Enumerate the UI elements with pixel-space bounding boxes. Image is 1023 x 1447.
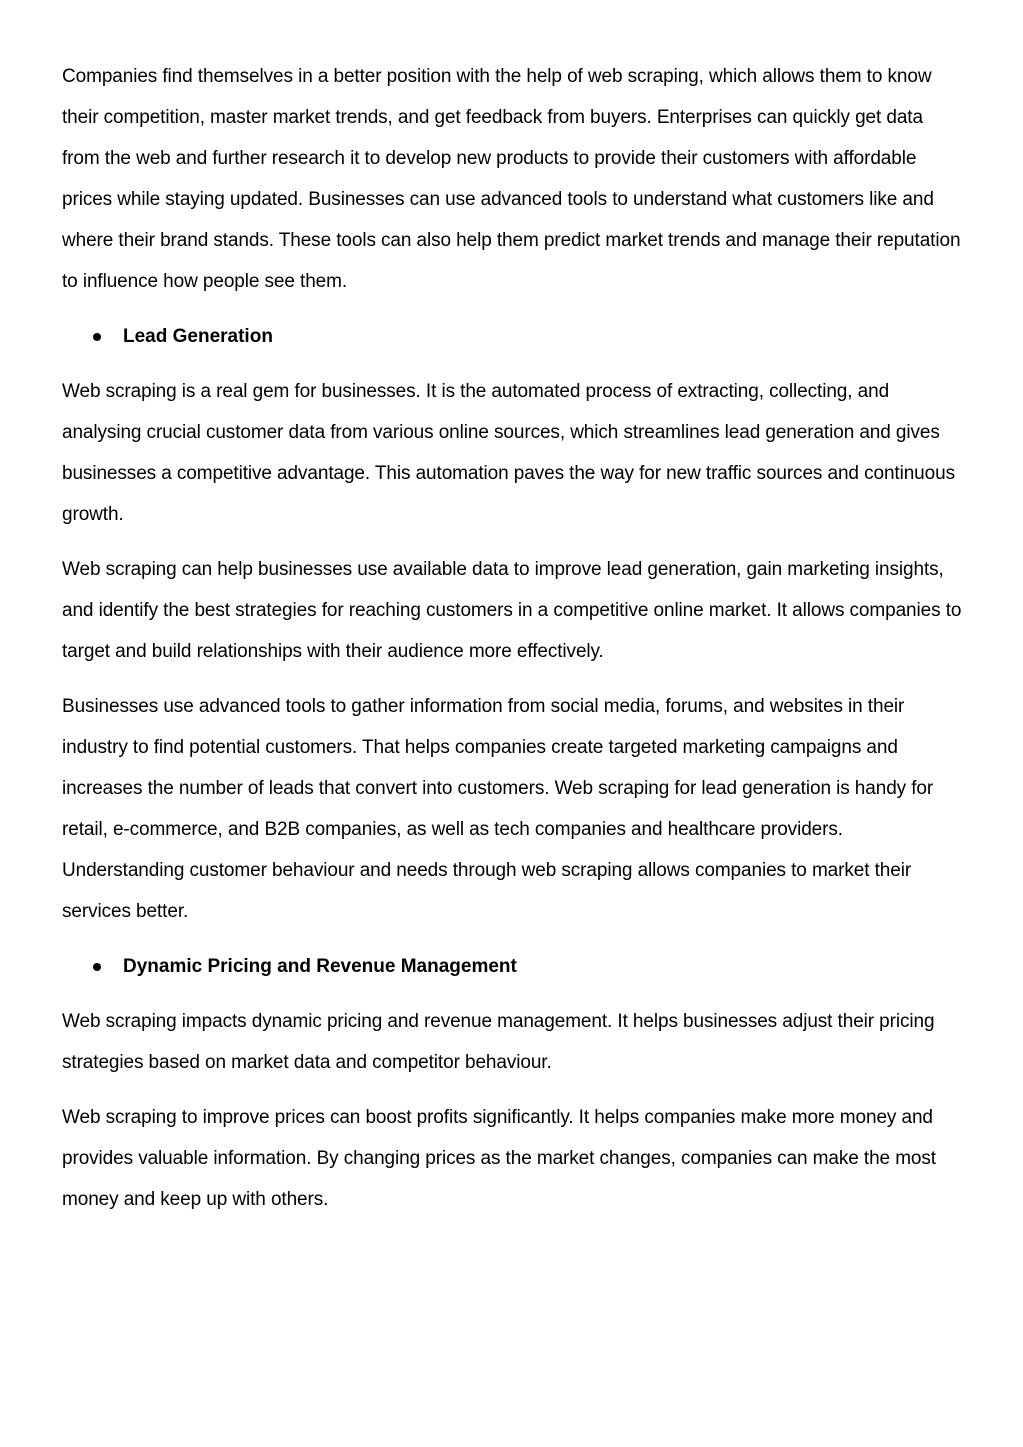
- section-heading-text: Lead Generation: [123, 326, 273, 347]
- document-page: [62, 56, 962, 1234]
- section-heading-lead-generation: [62, 316, 962, 357]
- lead-generation-paragraph-3: Businesses use advanced tools to gather information from social media, forums, and websites in their industry to find potential customers. That helps companies create targeted marketing campaigns and increases the number of leads that convert into customers. Web scraping for lead generation is handy for retail, e-commerce, and B2B companies, as well as tech companies and healthcare providers. Understanding customer behaviour and needs through web scraping allows companies to market their services better.: [62, 696, 934, 922]
- bullet-icon: [62, 946, 123, 987]
- section-heading-dynamic-pricing: [62, 946, 962, 987]
- dynamic-pricing-paragraph-1: Web scraping impacts dynamic pricing and revenue management. It helps businesses adjust their pricing strategies based on market data and competitor behaviour.: [62, 1011, 935, 1073]
- lead-generation-paragraph-2: Web scraping can help businesses use available data to improve lead generation, gain marketing insights, and identify the best strategies for reaching customers in a competitive online market. It allows companies to target and build relationships with their audience more effectively.: [62, 559, 962, 662]
- lead-generation-paragraph-1: Web scraping is a real gem for businesses. It is the automated process of extracting, collecting, and analysing crucial customer data from various online sources, which streamlines lead generation and gives businesses a competitive advantage. This automation paves the way for new traffic sources and continuous growth.: [62, 381, 955, 525]
- section-heading-text: Dynamic Pricing and Revenue Management: [123, 956, 517, 977]
- dynamic-pricing-paragraph-2: Web scraping to improve prices can boost profits significantly. It helps companies make more money and provides valuable information. By changing prices as the market changes, companies can make the most money and keep up with others.: [62, 1107, 936, 1210]
- intro-paragraph: Companies find themselves in a better position with the help of web scraping, which allows them to know their competition, master market trends, and get feedback from buyers. Enterprises can quickly get data from the web and further research it to develop new products to provide their customers with affordable prices while staying updated. Businesses can use advanced tools to understand what customers like and where their brand stands. These tools can also help them predict market trends and manage their reputation to influence how people see them.: [62, 66, 961, 292]
- bullet-icon: [62, 316, 123, 357]
